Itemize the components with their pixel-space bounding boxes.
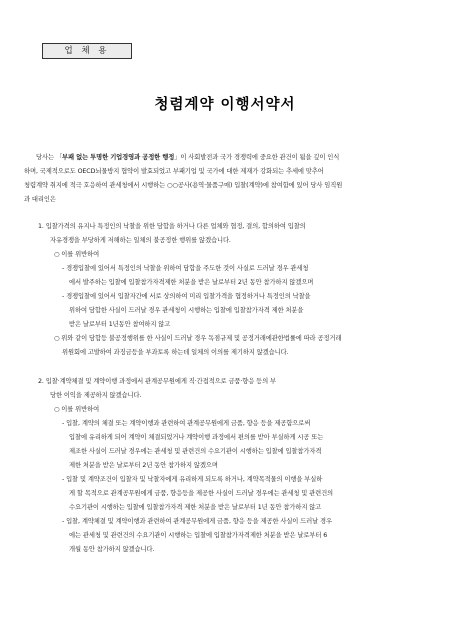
section-2-line-8: - 입찰 및 계약조건이 입찰자 및 낙찰자에게 유리하게 되도록 하거나, 계약목적물의 이행을 부실하 bbox=[62, 476, 323, 483]
section-2-line-1: 2. 입찰·계약체결 및 계약이행 과정에서 관계공무원에게 직·간접적으로 금품·향응 등의 부 bbox=[38, 378, 277, 385]
section-2-line-7: 제한 처분을 받은 날로부터 2년 동안 참가하지 않겠으며 bbox=[69, 462, 218, 469]
document-type-label: 업 체 용 bbox=[42, 43, 132, 59]
section-1-line-9: ○ 위와 같이 담합등 불공정행위를 한 사실이 드러날 경우 독점규제 및 공정거래에관한법률에 따라 공정거래 bbox=[54, 335, 342, 342]
section-1-line-7: 위하여 담합한 사실이 드러날 경우 관세청이 시행하는 입찰에 입찰참가자격 제한 처분을 bbox=[69, 307, 304, 314]
intro-line-4: 과 대리인은 bbox=[24, 196, 56, 203]
section-2-line-6: 제조한 사실이 드러날 경우에는 관세청 및 관련건의 수요기관이 시행하는 입찰에 입찰참가자격 bbox=[69, 448, 322, 455]
section-2-line-2: 당한 이익을 제공하지 않겠습니다. bbox=[50, 392, 142, 399]
section-2-line-12: 에는 관세청 및 관련건의 수요기관이 시행하는 입찰에 입찰참가자격제한 처분을 받은 날로부터 6 bbox=[69, 532, 328, 539]
intro-line-1-suffix: 」이 사회발전과 국가 경쟁력에 중요한 관건이 됨을 깊이 인식 bbox=[174, 154, 340, 161]
intro-line-3: 청렴계약 취지에 적극 호응하여 관세청에서 시행하는 ○○공사(용역·물품구매) 입찰(계약)에 참여함에 있어 당사 임직원 bbox=[24, 182, 343, 189]
section-2-line-4: - 입찰, 계약의 체결 또는 계약이행과 관련하여 관계공무원에게 금품, 향응 등을 제공함으로써 bbox=[62, 420, 311, 427]
section-1-line-8: 받은 날로부터 1년동안 참여하지 않고 bbox=[69, 321, 171, 328]
intro-line-1 bbox=[36, 154, 339, 162]
section-1-line-4: - 경쟁입찰에 있어서 특정인의 낙찰을 위하여 담합을 주도한 것이 사실로 드러날 경우 관세청 bbox=[62, 265, 309, 272]
section-1-line-3: ○ 이를 위반하여 bbox=[54, 251, 100, 258]
section-1-line-1: 1. 입찰가격의 유지나 특정인의 낙찰을 위한 담합을 하거나 다른 업체와 협정, 결의, 합의하여 입찰의 bbox=[38, 223, 306, 230]
section-2-line-5: 입찰에 유리하게 되어 계약이 체결되었거나 계약이행 과정에서 편의를 받아 부실하게 시공 또는 bbox=[69, 434, 324, 441]
section-1-line-5: 에서 발주하는 입찰에 입찰참가자격제한 처분을 받은 날로부터 2년 동안 참가하지 않겠으며 bbox=[69, 279, 314, 286]
document-title: 청렴계약 이행서약서 bbox=[154, 96, 296, 113]
intro-line-2: 하며, 국제적으로도 OECD뇌물방지 협약이 발효되었고 부패기업 및 국가에 대한 제재가 강화되는 추세에 맞추어 bbox=[24, 168, 324, 175]
section-2-line-11: - 입찰, 계약체결 및 계약이행과 관련하여 관계공무원에게 금품, 향응 등을 제공한 사실이 드러날 경우 bbox=[62, 518, 333, 525]
section-2-line-3: ○ 이를 위반하여 bbox=[54, 406, 100, 413]
section-1-line-10: 위원회에 고발하여 과징금등을 부과토록 하는데 일체의 이의를 제기하지 않겠습니다. bbox=[62, 349, 289, 356]
section-1-line-6: - 경쟁입찰에 있어서 입찰자간에 서로 상의하여 미리 입찰가격을 협정하거나 특정인의 낙찰을 bbox=[62, 293, 311, 300]
section-2-line-9: 게 할 목적으로 관계공무원에게 금품, 향응등을 제공한 사실이 드러날 경우에는 관세청 및 관련건의 bbox=[69, 490, 334, 497]
section-1-line-2: 자유경쟁을 부당하게 저해하는 일체의 불공정한 행위를 않겠습니다. bbox=[50, 237, 231, 244]
intro-emphasis: 부패 없는 투명한 기업경영과 공정한 행정 bbox=[62, 154, 175, 161]
section-2-line-10: 수요기관이 시행하는 입찰에 입찰참가자격 제한 처분을 받은 날로부터 1년 동안 참가하지 않고 bbox=[69, 504, 322, 511]
intro-line-1-prefix: 당사는 「 bbox=[36, 154, 63, 161]
section-2-line-13: 개월 동안 참가하지 않겠습니다. bbox=[69, 546, 155, 553]
